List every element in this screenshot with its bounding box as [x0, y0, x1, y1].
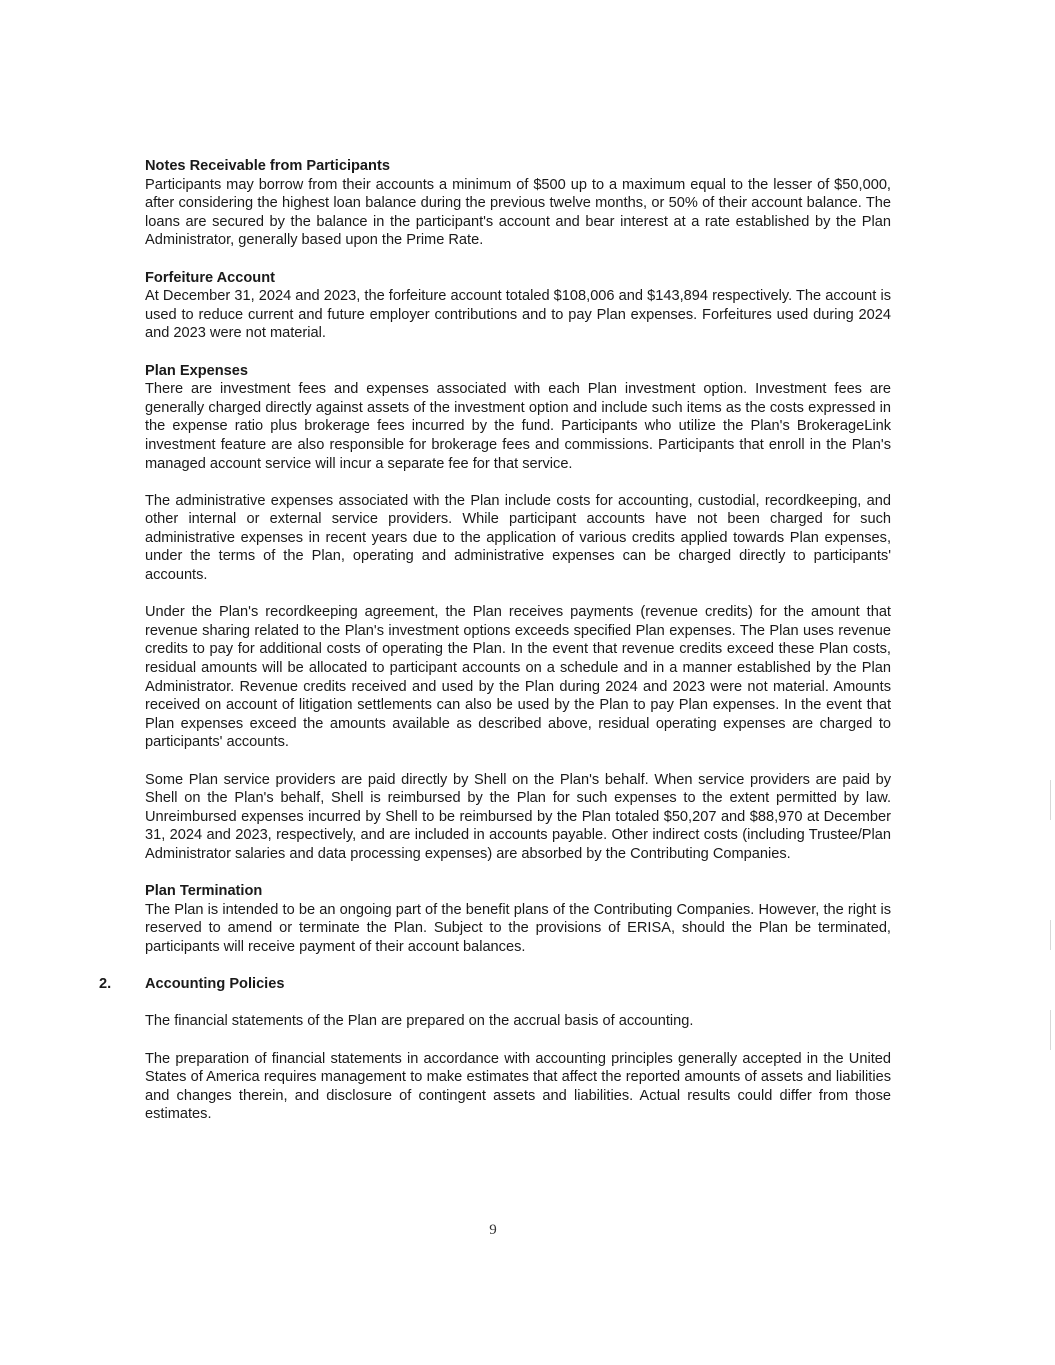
section-heading: Notes Receivable from Participants	[145, 158, 390, 174]
scan-edge-line	[1050, 1010, 1051, 1050]
paragraph: The administrative expenses associated with the Plan include costs for accounting, custodial, recordkeeping, and other internal or external service providers. While participant accounts have not been charged for such administrative expenses in recent years due to the application of various credits applied towards Plan expenses, under the terms of the Plan, operating and administrative expenses can be charged directly to participants' accounts.	[145, 492, 891, 584]
section-plan-expenses	[145, 362, 891, 864]
section-plan-termination	[145, 882, 891, 956]
paragraph: Under the Plan's recordkeeping agreement, the Plan receives payments (revenue credits) for the amount that revenue sharing related to the Plan's investment options exceeds specified Plan expenses. The Plan uses revenue credits to pay for additional costs of operating the Plan. In the event that revenue credits exceed these Plan costs, residual amounts will be allocated to participant accounts on a schedule and in a manner established by the Plan Administrator. Revenue credits received and used by the Plan during 2024 and 2023 were not material. Amounts received on account of litigation settlements can also be used by the Plan to pay Plan expenses. In the event that Plan expenses exceed the amounts available as described above, residual operating expenses are charged to participants' accounts.	[145, 604, 891, 751]
section-heading: Plan Termination	[145, 883, 263, 900]
scan-edge-line	[1050, 920, 1051, 950]
section-heading: Forfeiture Account	[145, 269, 275, 286]
paragraph: The financial statements of the Plan are prepared on the accrual basis of accounting.	[145, 1013, 694, 1030]
document-body	[99, 157, 891, 1142]
paragraph: Participants may borrow from their accounts a minimum of $500 up to a maximum equal to the lesser of $50,000, after considering the highest loan balance during the previous twelve months, or 50% of their account balance. The loans are secured by the balance in the participant's account and bear interest at a rate established by the Plan Administrator, generally based upon the Prime Rate.	[145, 176, 891, 249]
numbered-heading	[99, 975, 891, 994]
paragraph: There are investment fees and expenses associated with each Plan investment option. Investment fees are generally charged directly against assets of the investment option and include such items as the costs expressed in the expense ratio plus brokerage fees incurred by the fund. Participants who utilize the Plan's BrokerageLink investment feature are also responsible for brokerage fees and commissions. Participants that enroll in the Plan's managed account service will incur a separate fee for that service.	[145, 381, 891, 472]
page-number: 9	[489, 1222, 497, 1238]
paragraph: The preparation of financial statements in accordance with accounting principles generally accepted in the United States of America requires management to make estimates that affect the reported amounts of assets and liabilities and changes therein, and disclosure of contingent assets and liabilities. Actual results could differ from those estimates.	[145, 1050, 891, 1123]
section-accounting-policies	[99, 975, 891, 1124]
paragraph: At December 31, 2024 and 2023, the forfeiture account totaled $108,006 and $143,894 respectively. The account is used to reduce current and future employer contributions and to pay Plan expenses. Forfeitures used during 2024 and 2023 were not material.	[145, 288, 891, 342]
scan-edge-line	[1050, 780, 1051, 820]
section-notes-receivable	[145, 157, 891, 250]
section-number: 2.	[99, 976, 112, 993]
paragraph: The Plan is intended to be an ongoing part of the benefit plans of the Contributing Companies. However, the right is reserved to amend or terminate the Plan. Subject to the provisions of ERISA, should the Plan be terminated, participants will receive payment of their account balances.	[145, 901, 891, 955]
paragraph: Some Plan service providers are paid directly by Shell on the Plan's behalf. When service providers are paid by Shell on the Plan's behalf, Shell is reimbursed by the Plan for such expenses to the extent permitted by law. Unreimbursed expenses incurred by Shell to be reimbursed by the Plan totaled $50,207 and $88,970 at December 31, 2024 and 2023, respectively, and are included in accounts payable. Other indirect costs (including Trustee/Plan Administrator salaries and data processing expenses) are absorbed by the Contributing Companies.	[145, 771, 891, 862]
section-heading: Plan Expenses	[145, 362, 249, 379]
section-heading: Accounting Policies	[145, 976, 285, 993]
section-forfeiture-account	[145, 269, 891, 343]
